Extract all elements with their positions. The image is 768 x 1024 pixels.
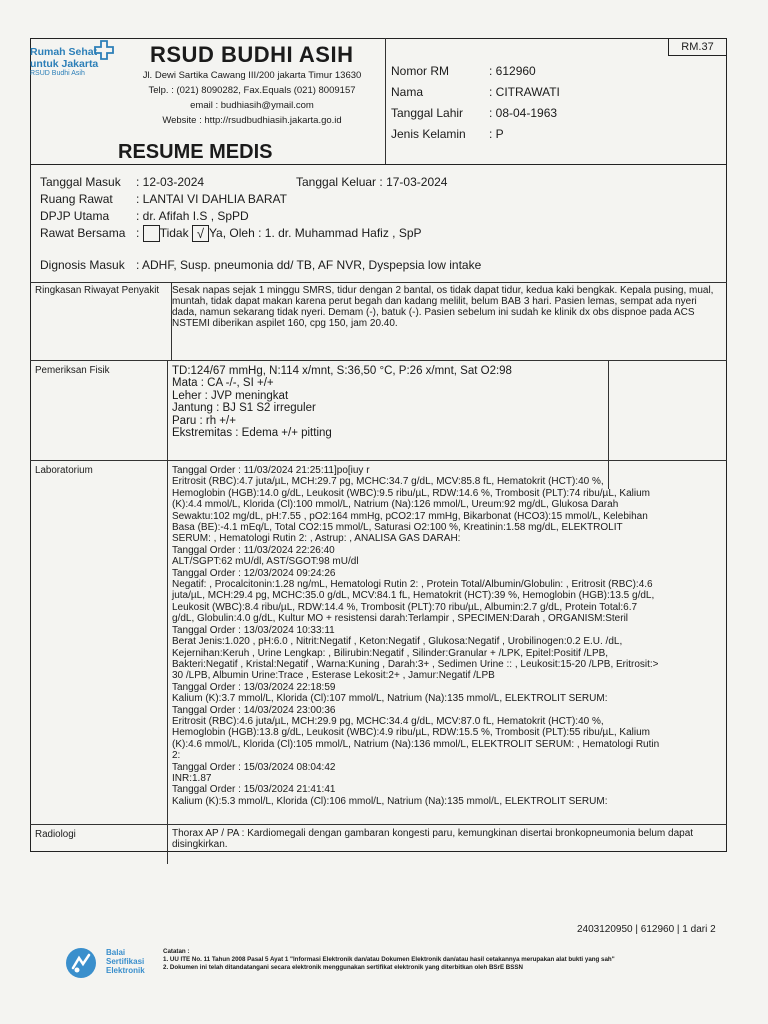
lab-line: Tanggal Order : 11/03/2024 22:26:40: [172, 544, 335, 556]
riwayat-label: Ringkasan Riwayat Penyakit: [35, 285, 160, 296]
tidak-label: Tidak: [159, 226, 189, 240]
bse-logo-icon: [64, 946, 98, 980]
masuk-label: Tanggal Masuk: [40, 175, 121, 189]
notes-heading: Catatan :: [163, 948, 190, 955]
patient-identity: [391, 64, 560, 148]
keluar-value: 17-03-2024: [386, 175, 448, 189]
health-cross-icon: [94, 40, 114, 60]
lab-line: Kalium (K):5.3 mmol/L, Klorida (Cl):106 mmol/L, Natrium (Na):135 mmol/L, ELEKTROLIT SERUM:: [172, 795, 608, 807]
lab-line: Tanggal Order : 13/03/2024 10:33:11: [172, 624, 335, 636]
lab-text: [172, 465, 722, 807]
name-value: : CITRAWATI: [489, 85, 560, 99]
document-title: RESUME MEDIS: [118, 141, 273, 163]
lab-line: SERUM: , Hematologi Rutin 2: , Astrup: , ANALISA GAS DARAH:: [172, 533, 461, 545]
bse-logo-text: [106, 948, 145, 975]
lab-line: Tanggal Order : 14/03/2024 23:00:36: [172, 704, 336, 716]
logo-sub: RSUD Budhi Asih: [30, 70, 85, 77]
lab-line: Tanggal Order : 12/03/2024 09:24:26: [172, 567, 336, 579]
ruang-label: Ruang Rawat: [40, 192, 113, 206]
logo-line1: Rumah Sehat: [30, 46, 98, 58]
hospital-address: Jl. Dewi Sartika Cawang III/200 jakarta Timur 13630: [142, 70, 362, 81]
lab-line: Eritrosit (RBC):4.6 juta/µL, MCH:29.9 pg, MCHC:34.4 g/dL, MCV:87.0 fL, Hematokrit (HCT):40 %,: [172, 715, 604, 727]
fisik-line: TD:124/67 mmHg, N:114 x/mnt, S:36,50 °C, P:26 x/mnt, Sat O2:98: [172, 365, 512, 377]
diag-value: : ADHF, Susp. pneumonia dd/ TB, AF NVR, Dyspepsia low intake: [136, 258, 482, 272]
lab-line: g/dL, Globulin:4.0 g/dL, Kultur MO + resistensi darah:Terlampir , SPECIMEN:Darah , ORGANISM:Steril: [172, 613, 629, 625]
lab-line: 2:: [172, 750, 181, 762]
hospital-email: email : budhiasih@ymail.com: [190, 100, 314, 111]
lab-line: Basa (BE):-4.1 mEq/L, Total CO2:15 mmol/L, Saturasi O2:100 %, Kreatinin:1.58 mg/dL, ELEKTROLIT: [172, 522, 623, 534]
riwayat-text: Sesak napas sejak 1 minggu SMRS, tidur dengan 2 bantal, os tidak dapat tidur, kedua kaki bengkak. Kepala pusing, mual, muntah, tidak dapat makan karena perut begah dan kadang melilit, belum BAB 3 hari. Pasien lemas, sempat ada nyeri dada, namun sekarang tidak nyeri. Demam (-), batuk (-). Pasien sebelum ini sudah ke klinik dx obs dispnoe pada ACS NSTEMI diberikan aspilet 160, cpg 150, jam 20.40.: [172, 285, 714, 330]
fisik-line: Jantung : BJ S1 S2 irreguler: [172, 402, 316, 415]
lab-line: INR:1.87: [172, 772, 212, 784]
ya-checkbox: √: [192, 225, 209, 242]
rawat-value: 1. dr. Muhammad Hafiz , SpP: [264, 226, 422, 240]
lab-line: Negatif: , Procalcitonin:1.28 ng/mL, Hematologi Rutin 2: , Protein Total/Albumin/Globulin: , Eritrosit (RBC):4.6: [172, 579, 653, 591]
lab-line: Tanggal Order : 11/03/2024 21:25:11]po[iuy r: [172, 465, 370, 476]
dob-label: Tanggal Lahir: [391, 106, 464, 120]
lab-line: Bakteri:Negatif , Kristal:Negatif , Warna:Kuning , Darah:3+ , Sedimen Urine :: , Leukosit:15-20 /LPB, Eritrosit:>: [172, 658, 659, 670]
lab-row: [30, 460, 727, 824]
lab-line: Tanggal Order : 13/03/2024 22:18:59: [172, 681, 336, 693]
fisik-text: [172, 365, 722, 439]
name-label: Nama: [391, 85, 424, 99]
tidak-checkbox: [143, 225, 160, 242]
header-divider: [385, 38, 386, 164]
radiologi-text: Thorax AP / PA : Kardiomegali dengan gambaran kongesti paru, kemungkinan disertai bronkopneumonia belum dapat disingkirkan.: [172, 828, 694, 851]
ya-label: Ya, Oleh :: [208, 226, 262, 240]
lab-line: (K):4.4 mmol/L, Klorida (Cl):100 mmol/L, Natrium (Na):126 mmol/L, Ureum:92 mg/dL, Glukosa Darah: [172, 499, 619, 511]
rm-label: Nomor RM: [391, 64, 450, 78]
lab-line: Leukosit (WBC):8.4 ribu/µL, RDW:14.4 %, Trombosit (PLT):70 ribu/µL, Albumin:2.7 g/dL, Protein Total:6.7: [172, 601, 638, 613]
lab-line: Sewaktu:102 mg/dL, pH:7.55 , pO2:164 mmHg, pCO2:17 mmHg, Bikarbonat (HCO3):15 mmol/L, Kelebihan: [172, 510, 648, 522]
lab-line: Kejernihan:Keruh , Urine Lengkap: , Bilirubin:Negatif , Silinder:Granular + /LPK, Epitel:Positif /LPB,: [172, 647, 609, 659]
hospital-website: Website : http://rsudbudhiasih.jakarta.go.id: [162, 115, 342, 126]
bse-line3: Elektronik: [106, 966, 145, 975]
lab-line: (K):4.6 mmol/L, Klorida (Cl):105 mmol/L, Natrium (Na):136 mmol/L, ELEKTROLIT SERUM: , Hematologi Rutin: [172, 738, 660, 750]
sex-label: Jenis Kelamin: [391, 127, 466, 141]
lab-line: Berat Jenis:1.020 , pH:6.0 , Nitrit:Negatif , Keton:Negatif , Glukosa:Negatif , Urobilinogen:0.2 E.U. /dL,: [172, 636, 623, 648]
lab-line: Kalium (K):3.7 mmol/L, Klorida (Cl):107 mmol/L, Natrium (Na):135 mmol/L, ELEKTROLIT SERUM:: [172, 693, 608, 705]
masuk-value: : 12-03-2024: [136, 175, 205, 189]
rm-value: : 612960: [489, 64, 536, 78]
hospital-name: RSUD BUDHI ASIH: [150, 42, 354, 67]
dpjp-label: DPJP Utama: [40, 209, 110, 223]
document-id: 2403120950 | 612960 | 1 dari 2: [577, 924, 716, 935]
logo-line2: untuk Jakarta: [30, 58, 99, 70]
lab-line: Tanggal Order : 15/03/2024 08:04:42: [172, 761, 336, 773]
lab-line: Eritrosit (RBC):4.7 juta/µL, MCH:29.7 pg, MCHC:34.7 g/dL, MCV:85.8 fL, Hematokrit (HCT):40 %,: [172, 476, 604, 488]
dpjp-value: : dr. Afifah I.S , SpPD: [136, 209, 249, 223]
form-code: RM.37: [668, 38, 727, 56]
bse-line1: Balai: [106, 948, 126, 957]
rawat-label: Rawat Bersama: [40, 226, 126, 240]
hospital-address-block: [122, 68, 382, 128]
admission-info: [40, 174, 481, 274]
ruang-value: : LANTAI VI DAHLIA BARAT: [136, 192, 287, 206]
lab-line: ALT/SGPT:62 mU/dl, AST/SGOT:98 mU/dl: [172, 556, 359, 568]
fisik-line: Ekstremitas : Edema +/+ pitting: [172, 427, 332, 440]
radiologi-row: [30, 824, 727, 864]
header-bottom-border: [30, 164, 727, 165]
keluar-label: Tanggal Keluar :: [296, 175, 383, 189]
rawat-colon: :: [136, 226, 140, 240]
lab-label: Laboratorium: [35, 465, 93, 476]
bse-line2: Sertifikasi: [106, 957, 145, 966]
sex-value: : P: [489, 127, 504, 141]
lab-line: 30 /LPB, Albumin Urine:Trace , Esterase Lekosit:2+ , Jamur:Negatif /LPB: [172, 670, 495, 682]
riwayat-row: [30, 282, 727, 360]
fisik-line: Leher : JVP meningkat: [172, 389, 289, 402]
dob-value: : 08-04-1963: [489, 106, 558, 120]
lab-line: Tanggal Order : 15/03/2024 21:41:41: [172, 784, 336, 796]
fisik-line: Mata : CA -/-, SI +/+: [172, 377, 274, 390]
lab-line: juta/µL, MCH:29.4 pg, MCHC:35.0 g/dL, MCV:84.1 fL, Hematokrit (HCT):39 %, Hemoglobin (HGB):13.5 g/dL,: [172, 590, 655, 602]
lab-line: Hemoglobin (HGB):13.8 g/dL, Leukosit (WBC):4.9 ribu/µL, RDW:15.5 %, Trombosit (PLT):55 ribu/µL, Kalium: [172, 727, 651, 739]
lab-line: Hemoglobin (HGB):14.0 g/dL, Leukosit (WBC):9.5 ribu/µL, RDW:14.6 %, Trombosit (PLT):74 ribu/µL, Kalium: [172, 487, 651, 499]
hospital-phone: Telp. : (021) 8090282, Fax.Equals (021) 8009157: [148, 85, 356, 96]
fisik-label: Pemeriksan Fisik: [35, 365, 110, 376]
fisik-line: Paru : rh +/+: [172, 414, 236, 427]
radiologi-label: Radiologi: [35, 829, 76, 840]
note-1: 1. UU ITE No. 11 Tahun 2008 Pasal 5 Ayat 1 "Informasi Elektronik dan/atau Dokumen Elektronik dan/atau hasil cetakannya merupakan alat bukti yang sah": [163, 956, 615, 963]
fisik-row: [30, 360, 727, 460]
note-2: 2. Dokumen ini telah ditandatangani secara elektronik menggunakan sertifikat elektronik yang diterbitkan oleh BSrE BSSN: [163, 964, 524, 971]
diag-label: Dignosis Masuk: [40, 258, 125, 272]
footer-notes: [163, 948, 753, 972]
